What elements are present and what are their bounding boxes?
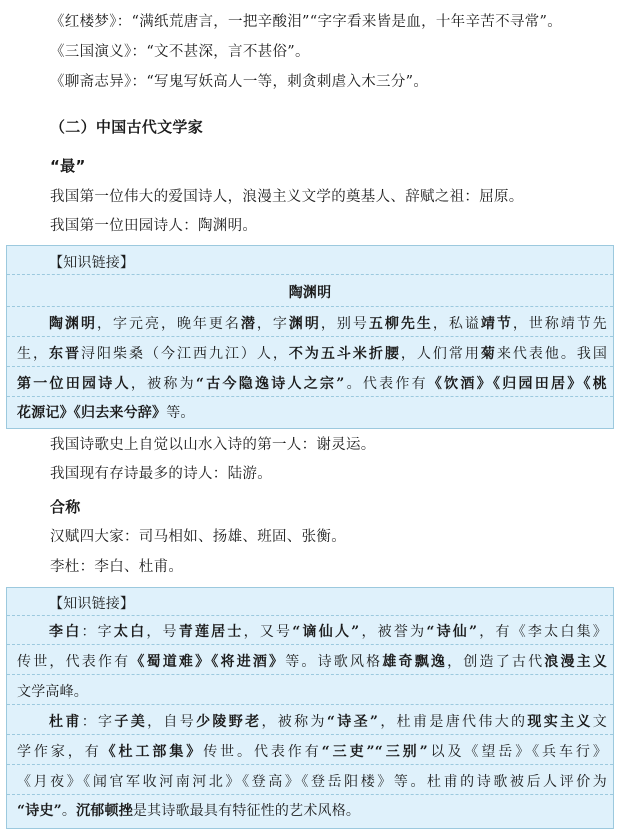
zui-heading: “最” xyxy=(50,157,86,175)
dufu-line: 《月夜》《闻官军收河南河北》《登高》《登岳阳楼》等。杜甫的诗歌被后人评价为 xyxy=(17,774,607,790)
knowledge-box-tao xyxy=(6,245,614,429)
zui-line: 我国第一位伟大的爱国诗人，浪漫主义文学的奠基人、辞赋之祖：屈原。 xyxy=(50,189,524,205)
box-title: 陶渊明 xyxy=(288,285,332,301)
quote-sanguo: 《三国演义》：“文不甚深，言不甚俗”。 xyxy=(50,44,310,60)
tao-para-line: 陶渊明，字元亮，晚年更名潜，字渊明，别号五柳先生，私谥靖节，世称靖节先 xyxy=(49,316,607,332)
section-title: （二）中国古代文学家 xyxy=(50,118,204,136)
libai-line: 文学高峰。 xyxy=(17,684,88,700)
knowledge-tag: 【知识链接】 xyxy=(49,255,135,271)
dufu-line: “诗史”。沉郁顿挫是其诗歌最具有特征性的艺术风格。 xyxy=(17,803,361,819)
tao-para-line: 花源记》《归去来兮辞》等。 xyxy=(17,405,195,421)
quote-liaozhai: 《聊斋志异》：“写鬼写妖高人一等，刺贪刺虐入木三分”。 xyxy=(50,74,429,90)
quote-hongloumeng: 《红楼梦》：“满纸荒唐言，一把辛酸泪”“字字看来皆是血，十年辛苦不寻常”。 xyxy=(50,14,562,30)
knowledge-tag: 【知识链接】 xyxy=(49,596,135,612)
dufu-line: 学作家，有《杜工部集》传世。代表作有“三吏”“三别”以及《望岳》《兵车行》 xyxy=(17,744,608,760)
hecheng-heading: 合称 xyxy=(50,498,81,516)
zui-line: 我国第一位田园诗人：陶渊明。 xyxy=(50,218,258,234)
dufu-line: 杜甫：字子美，自号少陵野老，被称为“诗圣”，杜甫是唐代伟大的现实主义文 xyxy=(49,714,607,730)
tao-para-line: 第一位田园诗人，被称为“古今隐逸诗人之宗”。代表作有《饮酒》《归园田居》《桃 xyxy=(17,376,607,392)
libai-line: 传世，代表作有《蜀道难》《将进酒》等。诗歌风格雄奇飘逸，创造了古代浪漫主义 xyxy=(17,654,608,670)
hecheng-line: 汉赋四大家：司马相如、扬雄、班固、张衡。 xyxy=(50,529,346,545)
libai-line: 李白：字太白，号青莲居士，又号“谪仙人”，被誉为“诗仙”，有《李太白集》 xyxy=(49,624,607,640)
poet-fact-line: 我国现有存诗最多的诗人：陆游。 xyxy=(50,466,272,482)
poet-fact-line: 我国诗歌史上自觉以山水入诗的第一人：谢灵运。 xyxy=(50,437,376,453)
tao-para-line: 生，东晋浔阳柴桑（今江西九江）人，不为五斗米折腰，人们常用菊来代表他。我国 xyxy=(17,346,608,362)
knowledge-box-li-du xyxy=(6,587,614,829)
hecheng-line: 李杜：李白、杜甫。 xyxy=(50,559,184,575)
